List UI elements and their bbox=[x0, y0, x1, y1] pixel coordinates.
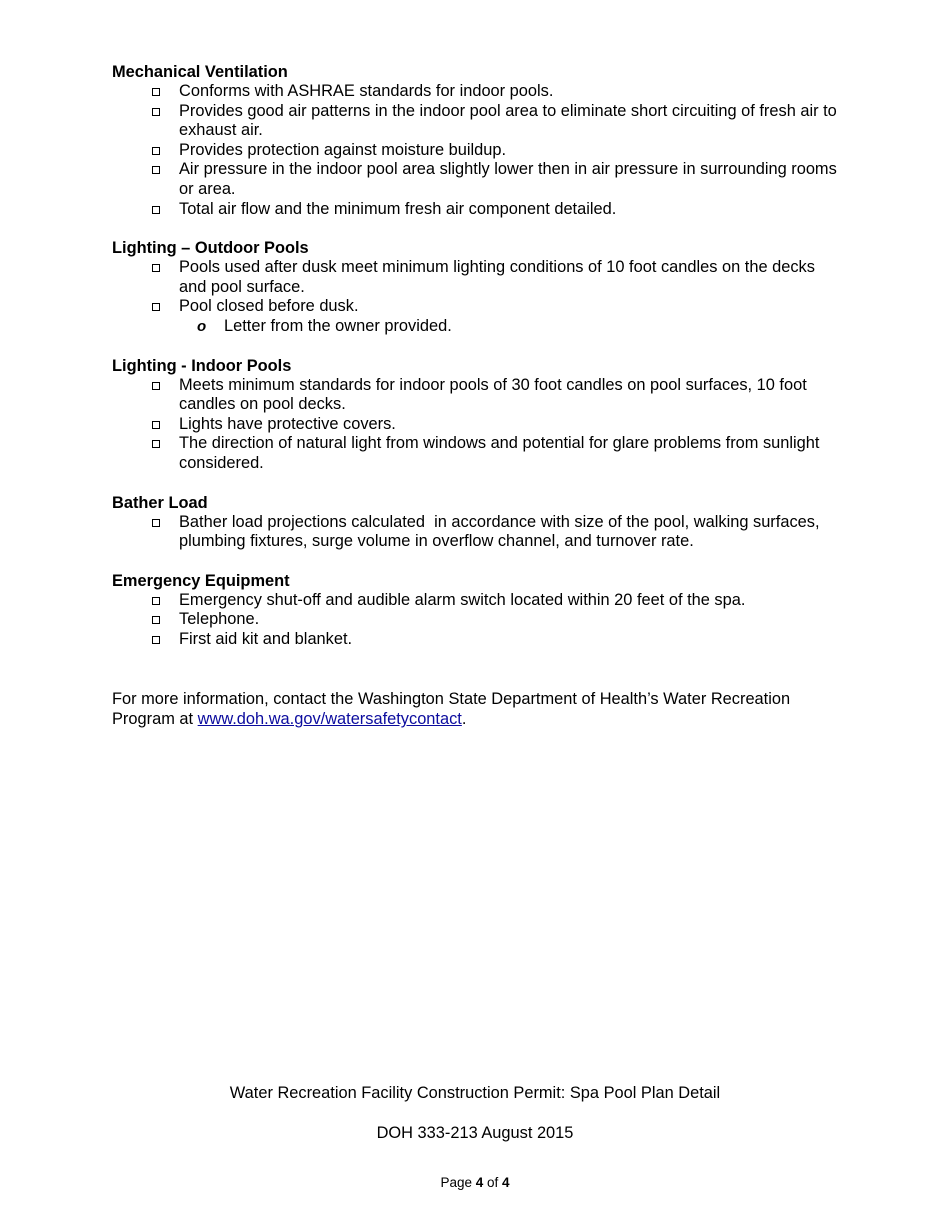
checkbox-icon[interactable] bbox=[152, 636, 160, 644]
section-heading: Mechanical Ventilation bbox=[112, 63, 288, 81]
checklist-item: Bather load projections calculated in accordance with size of the pool, walking surfaces, plumbing fixtures, surge volume in overflow channel, and turnover rate. bbox=[112, 513, 842, 552]
checkbox-icon[interactable] bbox=[152, 166, 160, 174]
checkbox-icon[interactable] bbox=[152, 440, 160, 448]
footer-title: Water Recreation Facility Construction Permit: Spa Pool Plan Detail bbox=[229, 1084, 721, 1102]
section-lighting-outdoor bbox=[112, 238, 842, 336]
checkbox-icon[interactable] bbox=[152, 147, 160, 155]
checklist-item: Conforms with ASHRAE standards for indoor pools. bbox=[112, 82, 842, 102]
section-emergency-equipment bbox=[112, 571, 842, 650]
checklist-item: Pool closed before dusk. bbox=[112, 297, 842, 317]
checkbox-icon[interactable] bbox=[152, 597, 160, 605]
checkbox-icon[interactable] bbox=[152, 303, 160, 311]
checklist-item: Meets minimum standards for indoor pools of 30 foot candles on pool surfaces, 10 foot candles on pool decks. bbox=[112, 376, 842, 415]
checkbox-icon[interactable] bbox=[152, 421, 160, 429]
checklist-item: Total air flow and the minimum fresh air component detailed. bbox=[112, 200, 842, 220]
contact-paragraph: For more information, contact the Washington State Department of Health’s Water Recreation Program at www.doh.wa.gov/watersafetycontact. bbox=[112, 690, 791, 729]
contact-link[interactable]: www.doh.wa.gov/watersafetycontact bbox=[197, 710, 462, 729]
checkbox-icon[interactable] bbox=[152, 519, 160, 527]
checklist-item: First aid kit and blanket. bbox=[112, 630, 842, 650]
sub-bullet-icon: o bbox=[197, 317, 207, 335]
checkbox-icon[interactable] bbox=[152, 88, 160, 96]
section-heading: Lighting - Indoor Pools bbox=[112, 356, 292, 375]
checklist-item: The direction of natural light from windows and potential for glare problems from sunlight considered. bbox=[112, 434, 842, 473]
checklist-subitem: o Letter from the owner provided. bbox=[197, 316, 452, 335]
checkbox-icon[interactable] bbox=[152, 206, 160, 214]
checkbox-icon[interactable] bbox=[152, 108, 160, 116]
section-bather-load bbox=[112, 493, 842, 552]
section-lighting-indoor bbox=[112, 356, 842, 474]
page-number: Page 4 of 4 bbox=[440, 1175, 510, 1190]
checkbox-icon[interactable] bbox=[152, 382, 160, 390]
checkbox-icon[interactable] bbox=[152, 264, 160, 272]
checklist-item: Provides good air patterns in the indoor pool area to eliminate short circuiting of fresh air to exhaust air. bbox=[112, 102, 842, 141]
checklist-item: Lights have protective covers. bbox=[112, 415, 842, 435]
checklist-item: Telephone. bbox=[112, 610, 842, 630]
checklist-item: Air pressure in the indoor pool area slightly lower then in air pressure in surrounding rooms or area. bbox=[112, 160, 842, 199]
checklist-item: Provides protection against moisture buildup. bbox=[112, 141, 842, 161]
section-heading: Lighting – Outdoor Pools bbox=[112, 239, 309, 258]
checklist-item: Pools used after dusk meet minimum lighting conditions of 10 foot candles on the decks and pool surface. bbox=[112, 258, 842, 297]
section-mechanical-ventilation bbox=[112, 62, 842, 219]
section-heading: Bather Load bbox=[112, 493, 208, 512]
checklist-item: Emergency shut-off and audible alarm switch located within 20 feet of the spa. bbox=[112, 591, 842, 611]
section-heading: Emergency Equipment bbox=[112, 571, 290, 590]
checkbox-icon[interactable] bbox=[152, 616, 160, 624]
document-body bbox=[112, 62, 842, 729]
footer-doc-id: DOH 333-213 August 2015 bbox=[376, 1124, 574, 1142]
